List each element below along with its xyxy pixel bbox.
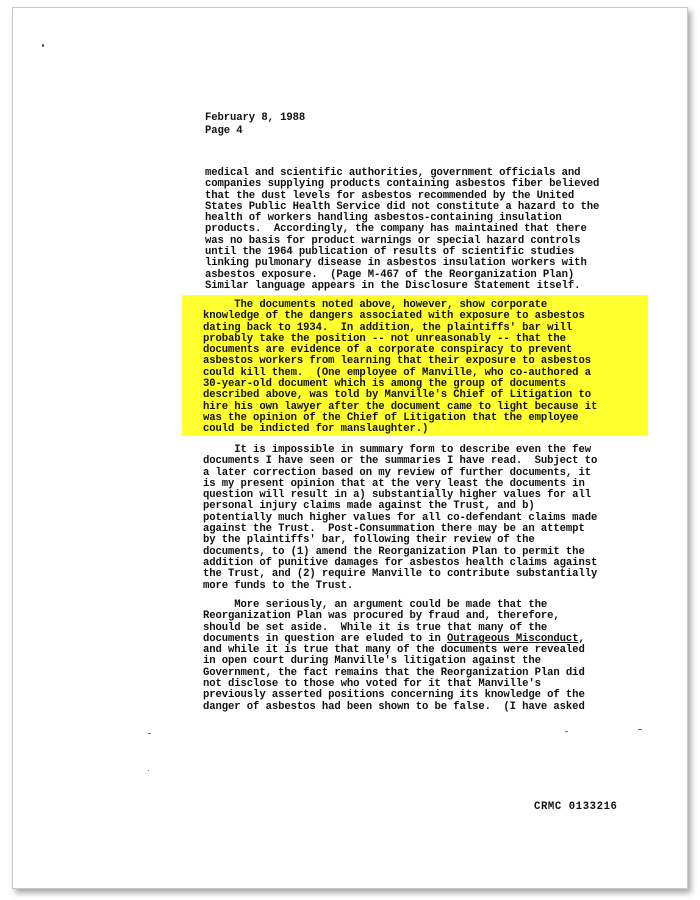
paragraph-1: medical and scientific authorities, government officials and companies supplying products containing asbestos fiber believed that the dust levels for asbestos recommended by the United States Public Health Service did not constitute a hazard to the health of workers handling asbestos-containing insulation products. Accordingly, the company has maintained that there was no basis for product warnings or special hazard controls until the 1964 publication of results of scientific studies linking pulmonary disease in asbestos insulation workers with asbestos exposure. (Page M-467 of the Reorganization Plan) Similar language appears in the Disclosure Statement itself. <box>205 167 600 292</box>
scan-speck <box>148 733 151 734</box>
scan-speck <box>42 44 44 47</box>
paragraph-3: It is impossible in summary form to describe even the few documents I have seen or the summaries I have read. Subject to a later correction based on my review of further documents, it is my present opinion that at the very least the documents in question will result in a) substantially higher values for all personal injury claims made against the Trust, and b) potentially much higher values for all co-defendant claims made against the Trust. Post-Consummation there may be an attempt by the plaintiffs' bar, following their review of the documents, to (1) amend the Reorganization Plan to permit the addition of punitive damages for asbestos health claims against the Trust, and (2) require Manville to contribute substantially more funds to the Trust. <box>203 444 598 592</box>
scan-speck <box>565 731 568 732</box>
header-page-number: Page 4 <box>205 124 243 137</box>
paragraph-4 <box>203 600 585 713</box>
book-title-underlined: Outrageous Misconduct <box>447 632 579 645</box>
header-date: February 8, 1988 <box>205 112 306 124</box>
bates-number: CRMC 0133216 <box>534 801 618 813</box>
highlighted-paragraph: The documents noted above, however, show corporate knowledge of the dangers associated with exposure to asbestos dating back to 1934. In addition, the plaintiffs' bar will probably take the position -- not unreasonably -- that the documents are evidence of a corporate conspiracy to prevent asbestos workers from learning that their exposure to asbestos could kill them. (One employee of Manville, who co-authored a 30-year-old document which is among the group of documents described above, was told by Manville's Chief of Litigation to hire his own lawyer after the document came to light because it was the opinion of the Chief of Litigation that the employee could be indicted for manslaughter.) <box>203 299 598 436</box>
paragraph-4-start: More seriously, an argument could be made that the Reorganization Plan was procured by fraud and, therefore, should be set aside. While it is true that many of the documents in question are eluded to in <box>203 599 560 645</box>
scan-speck <box>148 770 149 771</box>
scan-speck <box>638 729 642 730</box>
paragraph-4-end: , and while it is true that many of the documents were revealed in open court during Manville's litigation against the Government, the fact remains that the Reorganization Plan did not disclose to those who voted for it that Manville's previously asserted positions concerning its knowledge of the danger of asbestos had been shown to be false. (I have asked <box>203 632 585 713</box>
letter-header <box>205 112 305 137</box>
